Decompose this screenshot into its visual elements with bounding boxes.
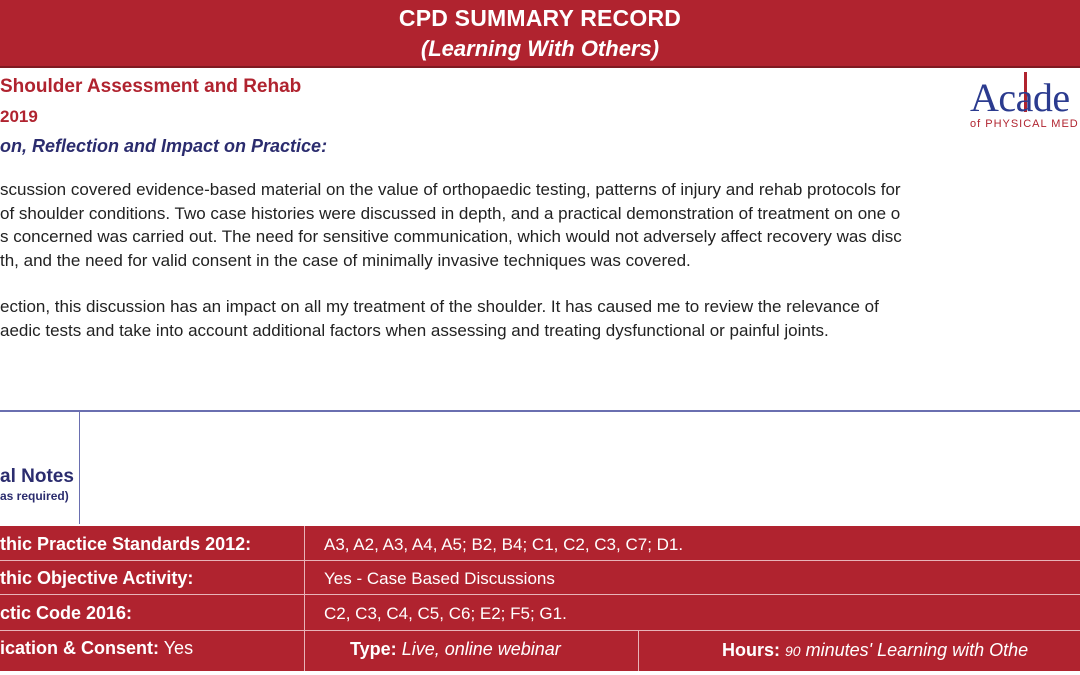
table-row-value: Yes - Case Based Discussions (324, 569, 555, 588)
table-row-value: C2, C3, C4, C5, C6; E2; F5; G1. (324, 604, 567, 623)
column-divider (304, 526, 305, 671)
hours-text: minutes' Learning with Othe (805, 640, 1029, 660)
type-value: Live, online webinar (401, 639, 561, 659)
hours-label: Hours: (722, 640, 780, 660)
record-title: CPD SUMMARY RECORD (398, 5, 682, 31)
course-date: 2019 (0, 107, 38, 126)
row-divider (0, 594, 1080, 595)
type-cell (350, 639, 561, 660)
consent-label: ication & Consent: (0, 638, 160, 658)
record-subtitle: (Learning With Others) (420, 36, 660, 61)
type-label: Type: (350, 639, 397, 659)
hours-number: 90 (785, 643, 801, 659)
hours-cell (722, 640, 1028, 661)
table-row-value: A3, A2, A3, A4, A5; B2, B4; C1, C2, C3, C7; D1. (324, 535, 684, 554)
column-divider (638, 630, 639, 671)
notes-divider (79, 410, 80, 524)
course-title: Shoulder Assessment and Rehab (0, 76, 302, 97)
row-divider (0, 560, 1080, 561)
logo-wordmark: Acade (970, 75, 1070, 120)
standards-table (0, 526, 1080, 671)
summary-line: s concerned was carried out. The need for sensitive communication, which would not adversely affect recovery was disc (0, 227, 902, 246)
table-row-label: thic Objective Activity: (0, 568, 194, 588)
consent-value: Yes (163, 638, 194, 658)
reflection-paragraph (0, 295, 1080, 342)
summary-paragraph (0, 178, 1080, 272)
row-divider (0, 630, 1080, 631)
academy-logo (968, 72, 1080, 136)
summary-line: of shoulder conditions. Two case histories were discussed in depth, and a practical demonstration of treatment on one o (0, 203, 901, 223)
summary-line: th, and the need for valid consent in the case of minimally invasive techniques was covered. (0, 250, 691, 270)
notes-subtitle: as required) (0, 489, 69, 503)
table-row-label: thic Practice Standards 2012: (0, 534, 252, 554)
reflection-line: ection, this discussion has an impact on all my treatment of the shoulder. It has caused me to review the relevance of (0, 297, 879, 316)
reflection-line: aedic tests and take into account additional factors when assessing and treating dysfunctional or painful joints. (0, 320, 829, 340)
notes-title: al Notes (0, 466, 74, 487)
section-heading: on, Reflection and Impact on Practice: (0, 136, 328, 156)
logo-subtitle: of PHYSICAL MED (970, 118, 1079, 130)
header-banner (0, 0, 1080, 68)
summary-line: scussion covered evidence-based material on the value of orthopaedic testing, patterns of injury and rehab protocols for (0, 180, 901, 199)
notes-box (0, 410, 1080, 524)
table-row-label: ctic Code 2016: (0, 603, 133, 623)
consent-cell (0, 638, 193, 659)
